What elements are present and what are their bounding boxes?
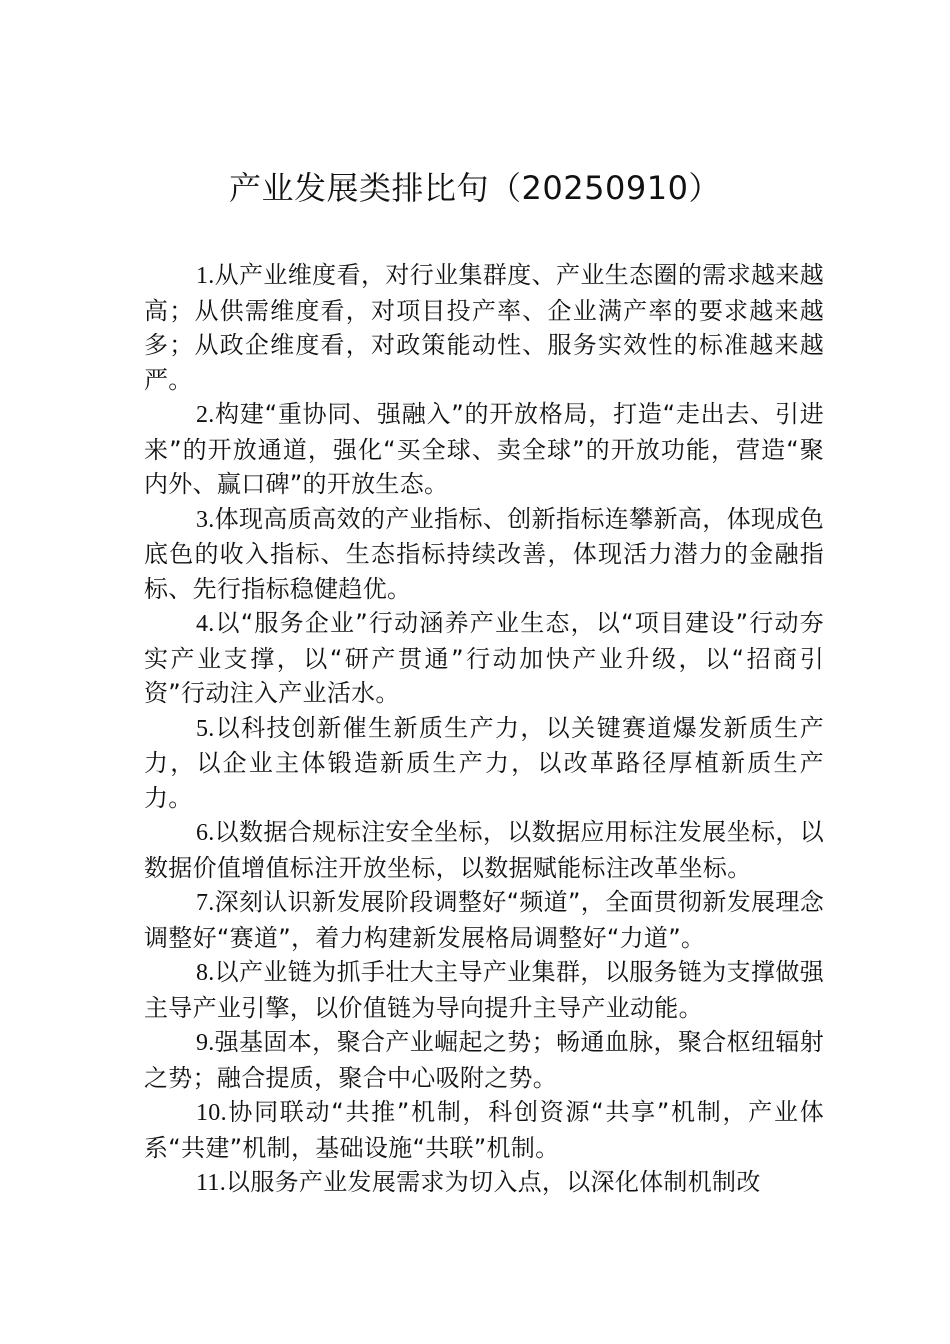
paragraph-text: 构建“重协同、强融入”的开放格局，打造“走出去、引进来”的开放通道，强化“买全球、卖全球”的开放功能，营造“聚内外、赢口碑”的开放生态。 [144, 400, 824, 498]
paragraph-2 [144, 397, 824, 502]
paragraph-number: 2. [196, 402, 215, 428]
paragraph-number: 10. [196, 1100, 227, 1126]
paragraph-text: 从产业维度看，对行业集群度、产业生态圈的需求越来越高；从供需维度看，对项目投产率、企业满产率的要求越来越多；从政企维度看，对政策能动性、服务实效性的标准越来越严。 [144, 261, 824, 394]
paragraph-5 [144, 711, 824, 816]
paragraph-number: 6. [196, 820, 215, 846]
paragraph-6 [144, 815, 824, 885]
paragraph-text: 协同联动“共推”机制，科创资源“共享”机制，产业体系“共建”机制，基础设施“共联”机制。 [144, 1098, 824, 1162]
paragraph-4 [144, 606, 824, 711]
paragraph-8 [144, 955, 824, 1025]
paragraph-10 [144, 1095, 824, 1165]
paragraph-number: 9. [196, 1030, 215, 1056]
paragraph-number: 3. [196, 506, 215, 533]
paragraph-text: 以科技创新催生新质生产力，以关键赛道爆发新质生产力，以企业主体锻造新质生产力，以改革路径厚植新质生产力。 [144, 713, 824, 812]
paragraph-1 [144, 258, 824, 397]
paragraph-text: 以数据合规标注安全坐标，以数据应用标注发展坐标，以数据价值增值标注开放坐标，以数据赋能标注改革坐标。 [144, 818, 824, 882]
paragraph-text: 强基固本，聚合产业崛起之势；畅通血脉，聚合枢纽辐射之势；融合提质，聚合中心吸附之势。 [144, 1028, 824, 1092]
paragraph-number: 4. [196, 611, 215, 637]
paragraph-9 [144, 1025, 824, 1095]
paragraph-text: 体现高质高效的产业指标、创新指标连攀新高，体现成色底色的收入指标、生态指标持续改善，体现活力潜力的金融指标、先行指标稳健趋优。 [144, 504, 824, 603]
paragraph-11 [144, 1165, 824, 1201]
paragraph-number: 7. [196, 890, 215, 916]
paragraph-number: 8. [196, 960, 215, 986]
paragraph-text: 以服务产业发展需求为切入点，以深化体制机制改 [226, 1168, 761, 1196]
document-body [144, 258, 824, 1201]
paragraph-text: 以“服务企业”行动涵养产业生态，以“项目建设”行动夯实产业支撑，以“研产贯通”行动加快产业升级，以“招商引资”行动注入产业活水。 [144, 609, 824, 707]
paragraph-number: 11. [196, 1170, 227, 1196]
paragraph-7 [144, 885, 824, 955]
paragraph-number: 5. [196, 715, 215, 742]
paragraph-3 [144, 502, 824, 607]
document-title: 产业发展类排比句（20250910） [229, 169, 721, 207]
paragraph-text: 以产业链为抓手壮大主导产业集群，以服务链为支撑做强主导产业引擎，以价值链为导向提升主导产业动能。 [144, 958, 824, 1022]
paragraph-text: 深刻认识新发展阶段调整好“频道”，全面贯彻新发展理念调整好“赛道”，着力构建新发展格局调整好“力道”。 [144, 888, 824, 952]
paragraph-number: 1. [196, 263, 215, 289]
